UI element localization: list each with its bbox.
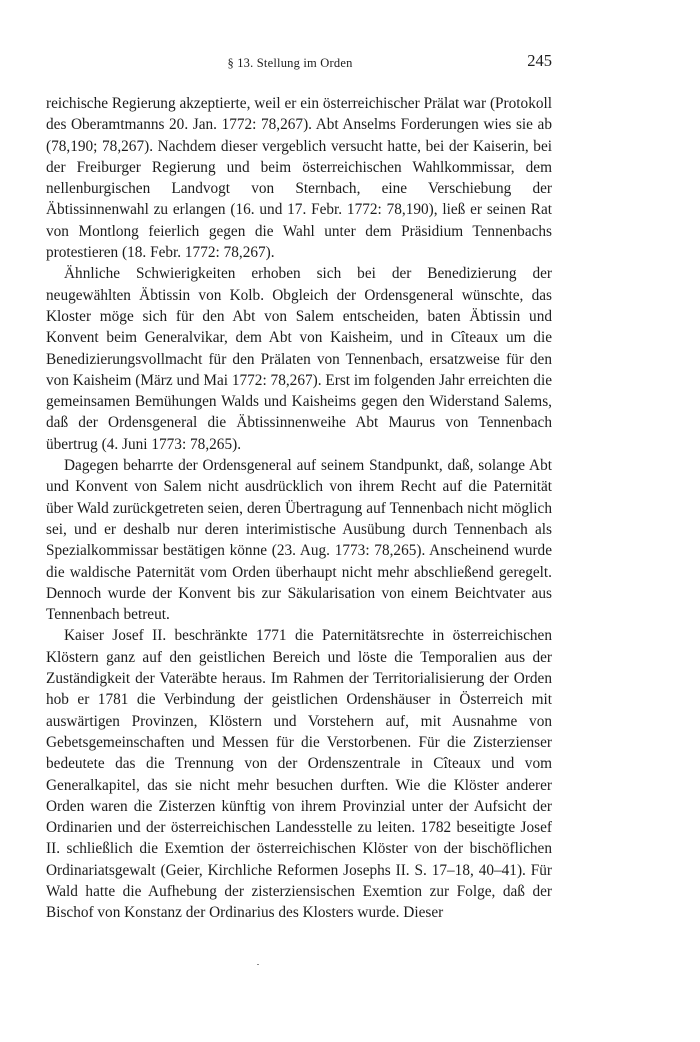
paragraph: reichische Regierung akzeptierte, weil er ein österreichischer Prälat war (Protokoll des Oberamtmanns 20. Jan. 1772: 78,267). Abt Anselms Forderungen wies sie ab (78,190; 78,267). Nachdem dieser vergeblich versucht hatte, bei der Kaiserin, bei der Freiburger Regierung und beim österreichischen Wahlkommissar, dem nellenburgischen Landvogt von Sternbach, eine Verschiebung der Äbtissinnenwahl zu erlangen (16. und 17. Febr. 1772: 78,190), ließ er seinen Rat von Montlong feierlich gegen die Wahl unter dem Präsidium Tennenbachs protestieren (18. Febr. 1772: 78,267). xyxy=(46,95,552,262)
book-page xyxy=(46,46,552,924)
running-head xyxy=(46,46,552,72)
print-speck xyxy=(257,964,259,965)
page-number: 245 xyxy=(527,51,552,70)
paragraph: Ähnliche Schwierigkeiten erhoben sich bei der Benedizierung der neugewählten Äbtissin von Kolb. Obgleich der Ordensgeneral wünschte, das Kloster möge sich für den Abt von Salem entscheiden, baten Äbtissin und Konvent beim Generalvikar, dem Abt von Kaisheim, und in Cîteaux um die Benedizierungsvollmacht für den Prälaten von Tennenbach, ersatzweise für den von Kaisheim (März und Mai 1772: 78,267). Erst im folgenden Jahr erreichten die gemeinsamen Bemühungen Walds und Kaisheims gegen den Widerstand Salems, daß der Ordensgeneral die Äbtissinnenweihe Abt Maurus von Tennenbach übertrug (4. Juni 1773: 78,265). xyxy=(46,265,552,453)
running-title: § 13. Stellung im Orden xyxy=(227,56,353,70)
paragraph: Kaiser Josef II. beschränkte 1771 die Paternitätsrechte in österreichischen Klöstern ganz auf den geistlichen Bereich und löste die Temporalien aus der Zuständigkeit der Vateräbte heraus. Im Rahmen der Territorialisierung der Orden hob er 1781 die Verbindung der geistlichen Ordenshäuser in Österreich mit auswärtigen Provinzen, Klöstern und Vorstehern auf, mit Ausnahme von Gebetsgemeinschaften und Messen für die Verstorbenen. Für die Zisterzienser bedeutete das die Trennung von der Ordenszentrale in Cîteaux und vom Generalkapitel, das sie nicht mehr besuchen durften. Wie die Klöster anderer Orden waren die Zisterzen künftig von ihrem Provinzial unter der Aufsicht der Ordinarien und der österreichischen Landesstelle zu leiten. 1782 beseitigte Josef II. schließlich die Exemtion der österreichischen Klöster von der bischöflichen Ordinariatsgewalt (Geier, Kirchliche Reformen Josephs II. S. 17–18, 40–41). Für Wald hatte die Aufhebung der zisterziensischen Exemtion zur Folge, daß der Bischof von Konstanz der Ordinarius des Klosters wurde. Dieser xyxy=(46,627,552,922)
paragraph: Dagegen beharrte der Ordensgeneral auf seinem Standpunkt, daß, solange Abt und Konvent von Salem nicht ausdrücklich von ihrem Recht auf die Paternität über Wald zurückgetreten seien, deren Übertragung auf Tennenbach nicht möglich sei, und er deshalb nur deren interimistische Ausübung durch Tennenbach als Spezialkommissar bestätigen könne (23. Aug. 1773: 78,265). Anscheinend wurde die waldische Paternität vom Orden überhaupt nicht mehr abschließend geregelt. Dennoch wurde der Konvent bis zur Säkularisation von einem Beichtvater aus Tennenbach betreut. xyxy=(46,457,552,624)
body-text xyxy=(46,93,552,924)
